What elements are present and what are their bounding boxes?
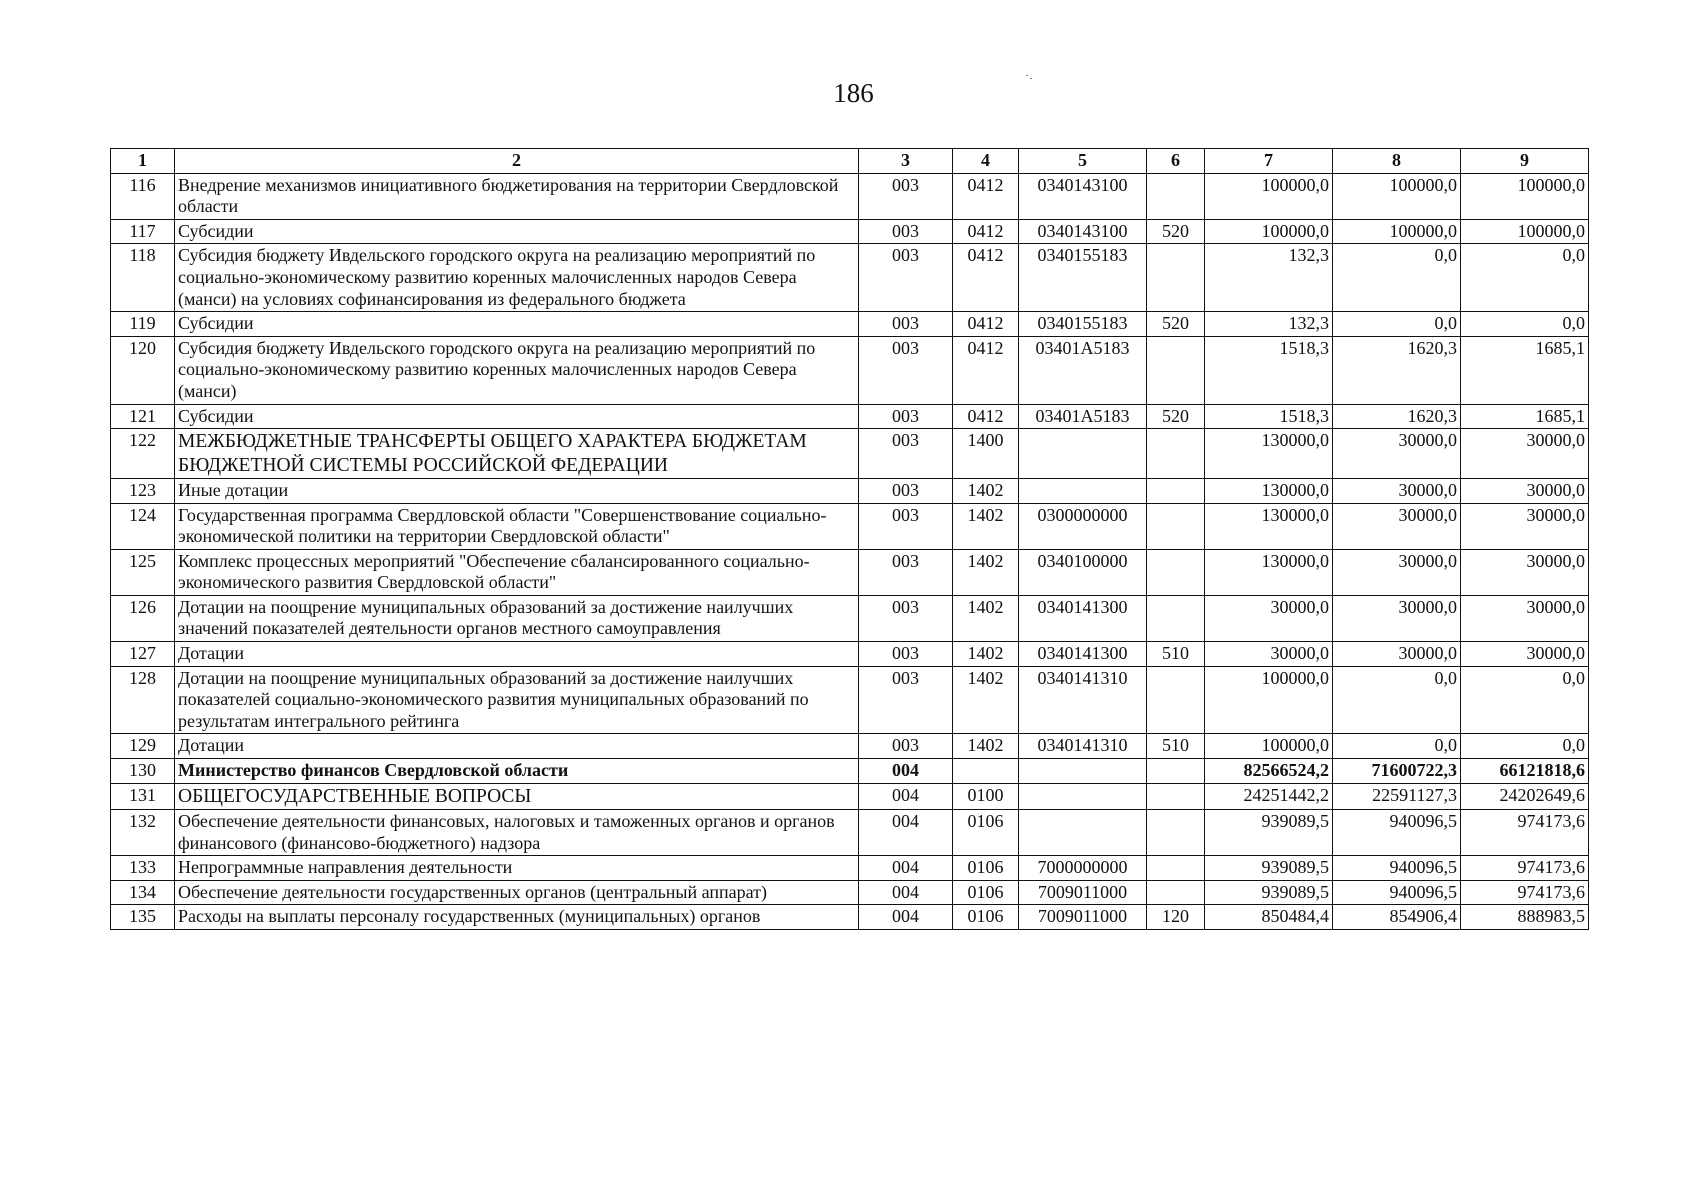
cell-expense-type bbox=[1147, 783, 1205, 809]
cell-amount-9: 30000,0 bbox=[1461, 549, 1589, 595]
cell-target-code: 0340100000 bbox=[1019, 549, 1147, 595]
cell-expense-type: 120 bbox=[1147, 905, 1205, 930]
column-header: 6 bbox=[1147, 149, 1205, 174]
cell-amount-8: 30000,0 bbox=[1333, 642, 1461, 667]
cell-amount-7: 100000,0 bbox=[1205, 734, 1333, 759]
cell-ministry-code: 003 bbox=[859, 173, 953, 219]
table-row bbox=[111, 880, 1589, 905]
row-name: Государственная программа Свердловской области "Совершенствование социально-экономической политики на территории Свердловской области" bbox=[175, 503, 859, 549]
cell-expense-type: 520 bbox=[1147, 219, 1205, 244]
cell-section-code: 0412 bbox=[953, 219, 1019, 244]
cell-ministry-code: 003 bbox=[859, 312, 953, 337]
row-number: 134 bbox=[111, 880, 175, 905]
row-name: Субсидия бюджету Ивдельского городского округа на реализацию мероприятий по социально-экономическому развитию коренных малочисленных народов Севера (манси) на условиях софинансирования из федерального бюджета bbox=[175, 244, 859, 312]
cell-amount-9: 100000,0 bbox=[1461, 219, 1589, 244]
cell-amount-9: 888983,5 bbox=[1461, 905, 1589, 930]
cell-amount-9: 66121818,6 bbox=[1461, 759, 1589, 784]
cell-ministry-code: 004 bbox=[859, 880, 953, 905]
cell-section-code: 0412 bbox=[953, 404, 1019, 429]
table-row bbox=[111, 666, 1589, 734]
cell-target-code: 0340141310 bbox=[1019, 666, 1147, 734]
cell-amount-8: 100000,0 bbox=[1333, 173, 1461, 219]
cell-amount-8: 940096,5 bbox=[1333, 880, 1461, 905]
cell-expense-type bbox=[1147, 880, 1205, 905]
cell-amount-9: 0,0 bbox=[1461, 734, 1589, 759]
row-number: 123 bbox=[111, 478, 175, 503]
table-row bbox=[111, 219, 1589, 244]
cell-amount-9: 974173,6 bbox=[1461, 810, 1589, 856]
cell-amount-7: 100000,0 bbox=[1205, 666, 1333, 734]
cell-amount-8: 30000,0 bbox=[1333, 478, 1461, 503]
cell-section-code: 1402 bbox=[953, 642, 1019, 667]
column-header: 3 bbox=[859, 149, 953, 174]
cell-expense-type bbox=[1147, 336, 1205, 404]
cell-section-code: 0106 bbox=[953, 905, 1019, 930]
cell-target-code bbox=[1019, 810, 1147, 856]
cell-amount-8: 100000,0 bbox=[1333, 219, 1461, 244]
cell-amount-8: 22591127,3 bbox=[1333, 783, 1461, 809]
cell-section-code: 0106 bbox=[953, 810, 1019, 856]
cell-section-code: 0100 bbox=[953, 783, 1019, 809]
cell-expense-type bbox=[1147, 810, 1205, 856]
cell-expense-type bbox=[1147, 173, 1205, 219]
cell-target-code bbox=[1019, 429, 1147, 479]
column-header: 4 bbox=[953, 149, 1019, 174]
cell-target-code bbox=[1019, 783, 1147, 809]
cell-amount-8: 1620,3 bbox=[1333, 336, 1461, 404]
cell-section-code: 1402 bbox=[953, 734, 1019, 759]
table-row bbox=[111, 503, 1589, 549]
cell-expense-type: 510 bbox=[1147, 734, 1205, 759]
cell-amount-7: 130000,0 bbox=[1205, 549, 1333, 595]
cell-amount-9: 0,0 bbox=[1461, 244, 1589, 312]
row-number: 129 bbox=[111, 734, 175, 759]
cell-section-code: 1402 bbox=[953, 478, 1019, 503]
table-row bbox=[111, 478, 1589, 503]
row-number: 120 bbox=[111, 336, 175, 404]
row-name: Внедрение механизмов инициативного бюджетирования на территории Свердловской области bbox=[175, 173, 859, 219]
cell-target-code: 7000000000 bbox=[1019, 856, 1147, 881]
cell-amount-7: 939089,5 bbox=[1205, 880, 1333, 905]
row-number: 127 bbox=[111, 642, 175, 667]
row-name: Непрограммные направления деятельности bbox=[175, 856, 859, 881]
cell-target-code: 03401А5183 bbox=[1019, 404, 1147, 429]
cell-ministry-code: 003 bbox=[859, 549, 953, 595]
table-row bbox=[111, 595, 1589, 641]
row-number: 119 bbox=[111, 312, 175, 337]
table-row bbox=[111, 173, 1589, 219]
column-header: 8 bbox=[1333, 149, 1461, 174]
cell-amount-8: 30000,0 bbox=[1333, 429, 1461, 479]
header-row bbox=[111, 149, 1589, 174]
cell-target-code: 0340141300 bbox=[1019, 642, 1147, 667]
row-name: Дотации на поощрение муниципальных образований за достижение наилучших показателей социально-экономического развития муниципальных образований по результатам интегрального рейтинга bbox=[175, 666, 859, 734]
cell-expense-type bbox=[1147, 856, 1205, 881]
cell-amount-9: 0,0 bbox=[1461, 666, 1589, 734]
cell-expense-type: 510 bbox=[1147, 642, 1205, 667]
cell-amount-9: 974173,6 bbox=[1461, 856, 1589, 881]
cell-amount-9: 30000,0 bbox=[1461, 642, 1589, 667]
column-header: 7 bbox=[1205, 149, 1333, 174]
cell-section-code: 1402 bbox=[953, 666, 1019, 734]
row-number: 117 bbox=[111, 219, 175, 244]
column-header: 5 bbox=[1019, 149, 1147, 174]
row-name: Субсидия бюджету Ивдельского городского округа на реализацию мероприятий по социально-экономическому развитию коренных малочисленных народов Севера (манси) bbox=[175, 336, 859, 404]
table-row bbox=[111, 759, 1589, 784]
cell-amount-7: 130000,0 bbox=[1205, 429, 1333, 479]
row-number: 122 bbox=[111, 429, 175, 479]
row-name: Дотации на поощрение муниципальных образований за достижение наилучших значений показателей деятельности органов местного самоуправления bbox=[175, 595, 859, 641]
table-row bbox=[111, 336, 1589, 404]
row-number: 135 bbox=[111, 905, 175, 930]
row-number: 131 bbox=[111, 783, 175, 809]
row-name: Субсидии bbox=[175, 312, 859, 337]
cell-expense-type: 520 bbox=[1147, 404, 1205, 429]
cell-expense-type bbox=[1147, 244, 1205, 312]
cell-amount-7: 939089,5 bbox=[1205, 856, 1333, 881]
cell-target-code: 0340143100 bbox=[1019, 173, 1147, 219]
row-number: 116 bbox=[111, 173, 175, 219]
row-name: ОБЩЕГОСУДАРСТВЕННЫЕ ВОПРОСЫ bbox=[175, 783, 859, 809]
row-name: Субсидии bbox=[175, 219, 859, 244]
cell-expense-type bbox=[1147, 503, 1205, 549]
cell-amount-8: 940096,5 bbox=[1333, 856, 1461, 881]
cell-amount-8: 0,0 bbox=[1333, 312, 1461, 337]
row-name: Дотации bbox=[175, 734, 859, 759]
cell-ministry-code: 004 bbox=[859, 759, 953, 784]
row-number: 121 bbox=[111, 404, 175, 429]
cell-amount-8: 30000,0 bbox=[1333, 549, 1461, 595]
cell-amount-8: 30000,0 bbox=[1333, 503, 1461, 549]
cell-amount-9: 1685,1 bbox=[1461, 336, 1589, 404]
cell-expense-type bbox=[1147, 759, 1205, 784]
cell-amount-9: 1685,1 bbox=[1461, 404, 1589, 429]
row-name: Обеспечение деятельности государственных органов (центральный аппарат) bbox=[175, 880, 859, 905]
cell-section-code: 1400 bbox=[953, 429, 1019, 479]
row-name: Комплекс процессных мероприятий "Обеспечение сбалансированного социально-экономического развития Свердловской области" bbox=[175, 549, 859, 595]
cell-amount-8: 30000,0 bbox=[1333, 595, 1461, 641]
cell-amount-9: 0,0 bbox=[1461, 312, 1589, 337]
cell-target-code: 0300000000 bbox=[1019, 503, 1147, 549]
cell-amount-7: 1518,3 bbox=[1205, 336, 1333, 404]
row-number: 130 bbox=[111, 759, 175, 784]
cell-ministry-code: 003 bbox=[859, 219, 953, 244]
cell-amount-8: 854906,4 bbox=[1333, 905, 1461, 930]
cell-ministry-code: 003 bbox=[859, 503, 953, 549]
cell-target-code: 0340155183 bbox=[1019, 312, 1147, 337]
page-number: 186 bbox=[833, 78, 874, 108]
cell-amount-8: 0,0 bbox=[1333, 666, 1461, 734]
cell-amount-7: 132,3 bbox=[1205, 244, 1333, 312]
cell-amount-9: 30000,0 bbox=[1461, 595, 1589, 641]
cell-amount-7: 100000,0 bbox=[1205, 173, 1333, 219]
cell-expense-type bbox=[1147, 478, 1205, 503]
cell-expense-type bbox=[1147, 549, 1205, 595]
table-row bbox=[111, 734, 1589, 759]
cell-section-code: 0412 bbox=[953, 244, 1019, 312]
table-row bbox=[111, 642, 1589, 667]
cell-target-code: 7009011000 bbox=[1019, 905, 1147, 930]
cell-target-code: 03401А5183 bbox=[1019, 336, 1147, 404]
cell-section-code: 0412 bbox=[953, 173, 1019, 219]
row-number: 125 bbox=[111, 549, 175, 595]
cell-amount-7: 850484,4 bbox=[1205, 905, 1333, 930]
cell-amount-7: 30000,0 bbox=[1205, 642, 1333, 667]
cell-ministry-code: 003 bbox=[859, 336, 953, 404]
cell-target-code: 0340141310 bbox=[1019, 734, 1147, 759]
cell-section-code: 0106 bbox=[953, 856, 1019, 881]
cell-amount-7: 1518,3 bbox=[1205, 404, 1333, 429]
row-name: Министерство финансов Свердловской области bbox=[175, 759, 859, 784]
cell-ministry-code: 003 bbox=[859, 666, 953, 734]
cell-amount-7: 132,3 bbox=[1205, 312, 1333, 337]
row-name: МЕЖБЮДЖЕТНЫЕ ТРАНСФЕРТЫ ОБЩЕГО ХАРАКТЕРА БЮДЖЕТАМ БЮДЖЕТНОЙ СИСТЕМЫ РОССИЙСКОЙ ФЕДЕРАЦИИ bbox=[175, 429, 859, 479]
row-name: Обеспечение деятельности финансовых, налоговых и таможенных органов и органов финансового (финансово-бюджетного) надзора bbox=[175, 810, 859, 856]
row-name: Расходы на выплаты персоналу государственных (муниципальных) органов bbox=[175, 905, 859, 930]
cell-amount-9: 24202649,6 bbox=[1461, 783, 1589, 809]
row-number: 132 bbox=[111, 810, 175, 856]
cell-amount-9: 30000,0 bbox=[1461, 429, 1589, 479]
cell-section-code: 1402 bbox=[953, 595, 1019, 641]
cell-target-code: 0340155183 bbox=[1019, 244, 1147, 312]
cell-ministry-code: 004 bbox=[859, 856, 953, 881]
column-header: 2 bbox=[175, 149, 859, 174]
cell-ministry-code: 003 bbox=[859, 595, 953, 641]
cell-target-code: 0340141300 bbox=[1019, 595, 1147, 641]
table-row bbox=[111, 783, 1589, 809]
cell-expense-type bbox=[1147, 595, 1205, 641]
cell-target-code bbox=[1019, 759, 1147, 784]
table-row bbox=[111, 429, 1589, 479]
cell-amount-7: 100000,0 bbox=[1205, 219, 1333, 244]
cell-section-code: 1402 bbox=[953, 503, 1019, 549]
cell-section-code: 1402 bbox=[953, 549, 1019, 595]
cell-target-code: 0340143100 bbox=[1019, 219, 1147, 244]
row-name: Субсидии bbox=[175, 404, 859, 429]
budget-table bbox=[110, 148, 1589, 930]
cell-amount-9: 100000,0 bbox=[1461, 173, 1589, 219]
cell-amount-9: 30000,0 bbox=[1461, 478, 1589, 503]
cell-ministry-code: 003 bbox=[859, 404, 953, 429]
cell-target-code: 7009011000 bbox=[1019, 880, 1147, 905]
cell-section-code bbox=[953, 759, 1019, 784]
cell-amount-7: 130000,0 bbox=[1205, 503, 1333, 549]
cell-amount-7: 939089,5 bbox=[1205, 810, 1333, 856]
row-name: Иные дотации bbox=[175, 478, 859, 503]
cell-amount-8: 940096,5 bbox=[1333, 810, 1461, 856]
table-row bbox=[111, 404, 1589, 429]
cell-ministry-code: 003 bbox=[859, 642, 953, 667]
cell-ministry-code: 003 bbox=[859, 429, 953, 479]
cell-amount-8: 0,0 bbox=[1333, 244, 1461, 312]
column-header: 1 bbox=[111, 149, 175, 174]
row-number: 118 bbox=[111, 244, 175, 312]
row-number: 126 bbox=[111, 595, 175, 641]
cell-amount-7: 130000,0 bbox=[1205, 478, 1333, 503]
cell-ministry-code: 003 bbox=[859, 734, 953, 759]
cell-amount-7: 24251442,2 bbox=[1205, 783, 1333, 809]
cell-ministry-code: 004 bbox=[859, 783, 953, 809]
cell-amount-9: 974173,6 bbox=[1461, 880, 1589, 905]
table-row bbox=[111, 312, 1589, 337]
cell-section-code: 0412 bbox=[953, 336, 1019, 404]
table-row bbox=[111, 905, 1589, 930]
table-row bbox=[111, 856, 1589, 881]
table-row bbox=[111, 244, 1589, 312]
cell-amount-7: 30000,0 bbox=[1205, 595, 1333, 641]
table-row bbox=[111, 549, 1589, 595]
cell-amount-8: 71600722,3 bbox=[1333, 759, 1461, 784]
cell-section-code: 0106 bbox=[953, 880, 1019, 905]
cell-amount-7: 82566524,2 bbox=[1205, 759, 1333, 784]
cell-ministry-code: 003 bbox=[859, 478, 953, 503]
row-number: 128 bbox=[111, 666, 175, 734]
row-name: Дотации bbox=[175, 642, 859, 667]
cell-expense-type bbox=[1147, 666, 1205, 734]
cell-expense-type bbox=[1147, 429, 1205, 479]
cell-ministry-code: 004 bbox=[859, 810, 953, 856]
cell-amount-8: 1620,3 bbox=[1333, 404, 1461, 429]
cell-target-code bbox=[1019, 478, 1147, 503]
row-number: 124 bbox=[111, 503, 175, 549]
cell-ministry-code: 003 bbox=[859, 244, 953, 312]
cell-expense-type: 520 bbox=[1147, 312, 1205, 337]
table-row bbox=[111, 810, 1589, 856]
cell-amount-8: 0,0 bbox=[1333, 734, 1461, 759]
column-header: 9 bbox=[1461, 149, 1589, 174]
cell-section-code: 0412 bbox=[953, 312, 1019, 337]
row-number: 133 bbox=[111, 856, 175, 881]
cell-ministry-code: 004 bbox=[859, 905, 953, 930]
cell-amount-9: 30000,0 bbox=[1461, 503, 1589, 549]
